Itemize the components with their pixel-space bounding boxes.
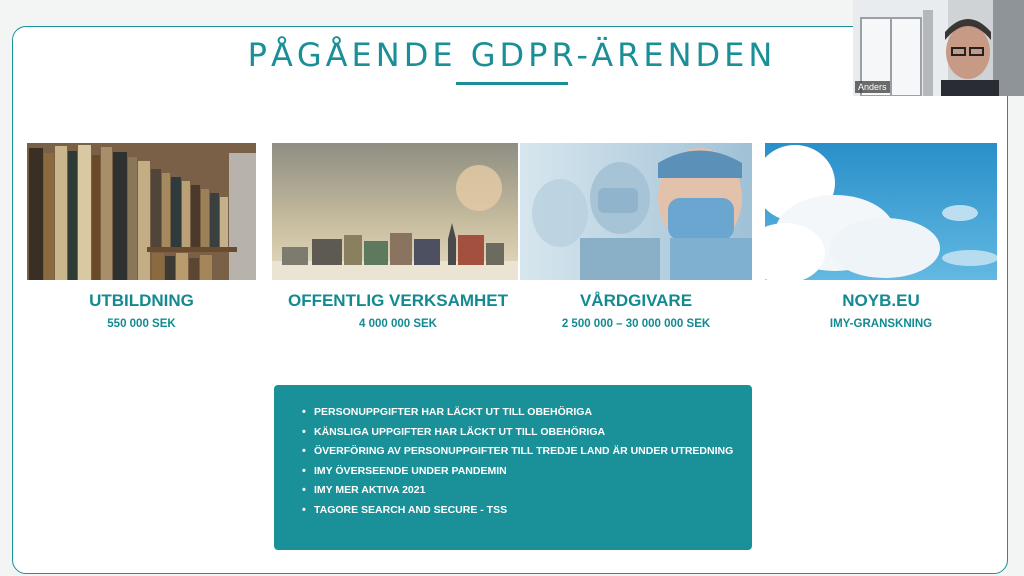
list-item: • TAGORE SEARCH AND SECURE - TSS — [302, 501, 752, 521]
card-title-noyb: NOYB.EU — [842, 291, 920, 310]
bookshelf-image — [27, 143, 256, 280]
sky-clouds-image — [765, 143, 997, 280]
bullet-box — [274, 385, 752, 550]
list-item: • IMY MER AKTIVA 2021 — [302, 481, 752, 501]
card-value-noyb: IMY-GRANSKNING — [829, 318, 933, 330]
surgeons-image — [520, 143, 752, 280]
list-item: • IMY ÖVERSEENDE UNDER PANDEMIN — [302, 462, 752, 482]
card-value-utbildning: 550 000 SEK — [107, 318, 176, 330]
participant-video-tile[interactable] — [853, 0, 1024, 96]
list-item: • ÖVERFÖRING AV PERSONUPPGIFTER TILL TREDJE LAND ÄR UNDER UTREDNING — [302, 442, 752, 462]
participant-name: Anders — [855, 81, 890, 93]
card-title-offentlig: OFFENTLIG VERKSAMHET — [287, 291, 509, 310]
title-underline — [456, 82, 568, 85]
slide-title: PÅGÅENDE GDPR-ÄRENDEN — [247, 36, 777, 74]
card-title-utbildning: UTBILDNING — [89, 291, 194, 310]
card-value-offentlig: 4 000 000 SEK — [358, 318, 437, 330]
list-item: • PERSONUPPGIFTER HAR LÄCKT UT TILL OBEHÖRIGA — [302, 403, 752, 423]
bullet-list — [274, 385, 752, 520]
card-value-vardgivare: 2 500 000 – 30 000 000 SEK — [561, 318, 711, 330]
card-title-vardgivare: VÅRDGIVARE — [579, 291, 693, 310]
town-illustration — [272, 143, 518, 280]
list-item: • KÄNSLIGA UPPGIFTER HAR LÄCKT UT TILL OBEHÖRIGA — [302, 423, 752, 443]
